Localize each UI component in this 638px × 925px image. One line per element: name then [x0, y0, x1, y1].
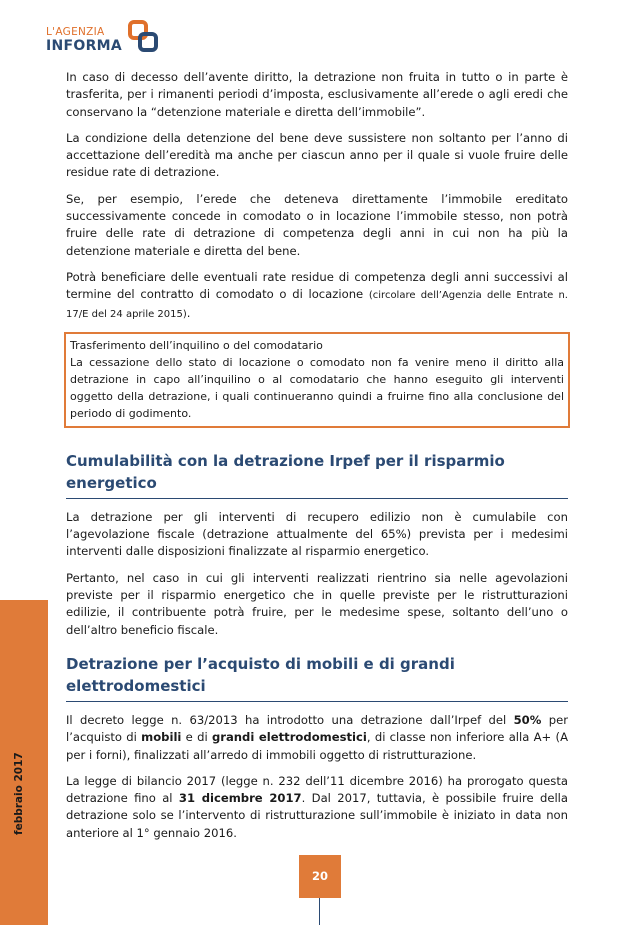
circolare-reference: (circolare dell’Agenzia delle Entrate n. 17/E del 24 aprile 2015) [66, 290, 568, 320]
logo-line-1: L'AGENZIA [46, 26, 105, 38]
info-box [64, 332, 570, 428]
paragraph-decesso: In caso di decesso dell’avente diritto, la detrazione non fruita in tutto o in parte è trasferita, per i rimanenti periodi d’imposta, esclusivamente all’erede o agli eredi che conservano la “detenzione materiale e diretta dell’immobile”. [66, 70, 568, 119]
paragraph-decreto [66, 712, 568, 764]
paragraph-cumulabilita: La detrazione per gli interventi di recupero edilizio non è cumulabile con l’agevolazione fiscale (detrazione attualmente del 65%) prevista per i medesimi interventi dalle disposizioni finalizzate al risparmio energetico. [66, 509, 568, 559]
decreto-text-c: per l’acquisto di [66, 712, 568, 745]
info-box-text: La cessazione dello stato di locazione o comodato non fa venire meno il diritto alla detrazione in capo all’inquilino o al comodatario che hanno eseguito gli interventi oggetto della detrazione, i quali continueranno quindi a fruirne fino alla conclusione del periodo di godimento. [70, 355, 564, 420]
paragraph-pertanto: Pertanto, nel caso in cui gli interventi realizzati rientrino sia nelle agevolazioni previste per il risparmio energetico che in quelle previste per le ristrutturazioni edilizie, il contribuente potrà fruire, per le medesime spese, soltanto dell’uno o dell’altro beneficio fiscale. [66, 570, 568, 637]
paragraph-legge-bilancio [66, 773, 568, 842]
decreto-text-e: e di [181, 730, 212, 745]
logo-mark-icon [128, 20, 160, 56]
agenzia-informa-logo [42, 18, 160, 58]
section-heading-mobili: Detrazione per l’acquisto di mobili e di grandi elettrodomestici [66, 653, 568, 702]
paragraph-condizione: La condizione della detenzione del bene deve sussistere non soltanto per l’anno di accettazione dell’eredità ma anche per ciascun anno per il quale si vuole fruire delle residue rate di detrazione. [66, 130, 568, 180]
page-number-line [319, 898, 320, 925]
paragraph-beneficiare-text: Potrà beneficiare delle eventuali rate residue di competenza degli anni successivi al termine del contratto di comodato o di locazione [66, 269, 568, 302]
mobili-bold: mobili [141, 730, 182, 745]
date-bold: 31 dicembre 2017 [178, 791, 302, 806]
paragraph-beneficiare [66, 269, 568, 323]
legge-text-a: La legge di bilancio 2017 (legge n. 232 dell’11 dicembre 2016) ha prorogato questa detrazione fino al [66, 773, 568, 806]
percent-bold: 50% [513, 712, 542, 727]
decreto-text-a: Il decreto legge n. 63/2013 ha introdotto una detrazione dall’Irpef del [66, 712, 514, 727]
sidebar-date-label: febbraio 2017 [13, 752, 25, 835]
section-heading-cumulabilita: Cumulabilità con la detrazione Irpef per il risparmio energetico [66, 450, 568, 499]
legge-text-c: . Dal 2017, tuttavia, è possibile fruire della detrazione solo se l’intervento di ristrutturazione sull’immobile è iniziato in data non anteriore al 1° gennaio 2016. [66, 791, 568, 840]
elettrodomestici-bold: grandi elettrodomestici [211, 730, 367, 745]
decreto-text-g: , di classe non inferiore alla A+ (A per i forni), finalizzati all’arredo di immobili oggetto di ristrutturazione. [66, 730, 568, 762]
page-content [66, 69, 568, 851]
page-number: 20 [299, 855, 341, 898]
paragraph-esempio: Se, per esempio, l’erede che deteneva direttamente l’immobile ereditato successivamente concede in comodato o in locazione l’immobile stesso, non potrà fruire delle rate di detrazione di competenza degli anni in cui non ha più la detenzione materiale e diretta del bene. [66, 191, 568, 258]
logo-line-2: INFORMA [46, 38, 123, 54]
info-box-title: Trasferimento dell’inquilino o del comodatario [70, 338, 323, 352]
paragraph-beneficiare-end: . [186, 305, 191, 320]
